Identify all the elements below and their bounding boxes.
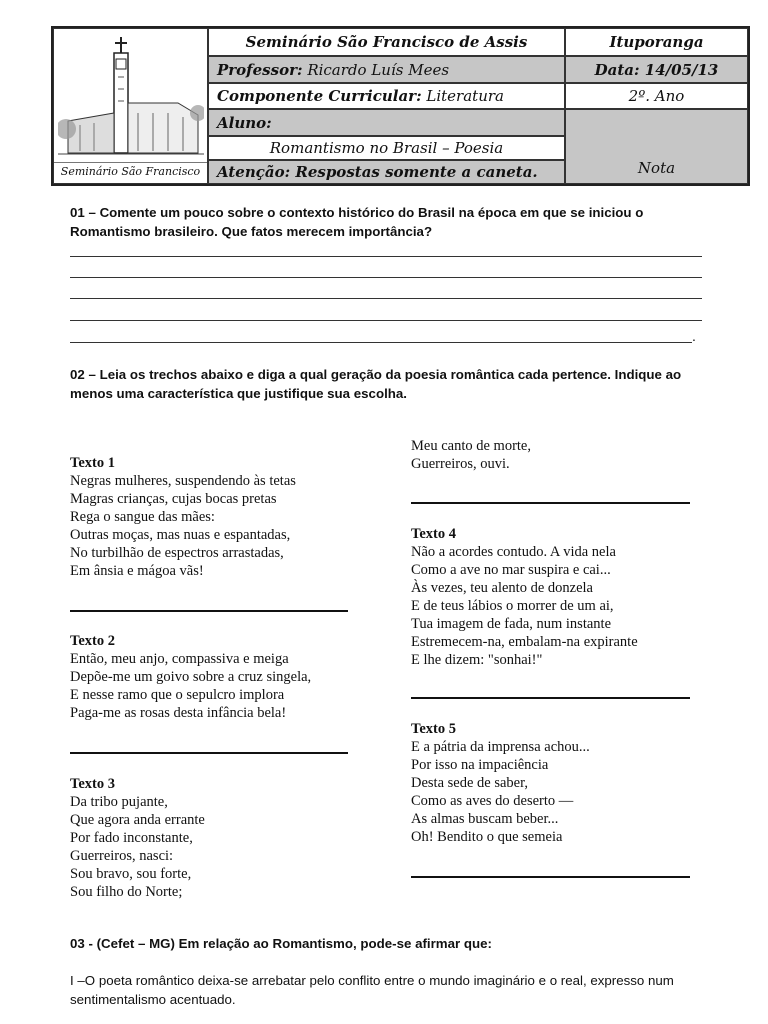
poem-line: Depõe-me um goivo sobre a cruz singela, <box>70 669 312 685</box>
school-name: Seminário São Francisco de Assis <box>208 28 565 56</box>
city-name: Ituporanga <box>565 28 748 56</box>
poem-line: Por isso na impaciência <box>411 757 549 773</box>
text-3-continuation <box>411 437 531 473</box>
poem-line: Por fado inconstante, <box>70 830 193 846</box>
date-field: Data: 14/05/13 <box>565 56 748 83</box>
text-title: Texto 2 <box>70 633 115 649</box>
poem-line: Como as aves do deserto — <box>411 793 574 809</box>
student-label: Aluno: <box>208 109 565 136</box>
answer-line[interactable] <box>70 320 702 321</box>
poem-line: Então, meu anjo, compassiva e meiga <box>70 651 289 667</box>
text-title: Texto 5 <box>411 721 456 737</box>
answer-line-text-1[interactable] <box>70 610 348 612</box>
poem-line: Não a acordes contudo. A vida nela <box>411 544 616 560</box>
poem-line: Meu canto de morte, <box>411 438 531 454</box>
professor-label: Professor: <box>217 60 303 79</box>
notice-text: Atenção: Respostas somente a caneta. <box>208 160 565 184</box>
component-name: Literatura <box>426 87 504 105</box>
text-title: Texto 1 <box>70 455 115 471</box>
poem-line: E lhe dizem: "sonhai!" <box>411 652 543 668</box>
poem-line: Às vezes, teu alento de donzela <box>411 580 593 596</box>
component-row <box>208 83 565 109</box>
poem-line: Como a ave no mar suspira e cai... <box>411 562 611 578</box>
poem-line: Magras crianças, cujas bocas pretas <box>70 491 277 507</box>
poem-line: Oh! Bendito o que semeia <box>411 829 563 845</box>
text-4 <box>411 525 638 669</box>
answer-line-text-2[interactable] <box>70 752 348 754</box>
poem-line: E a pátria da imprensa achou... <box>411 739 590 755</box>
text-title: Texto 3 <box>70 776 115 792</box>
professor-name: Ricardo Luís Mees <box>307 60 450 79</box>
poem-line: Tua imagem de fada, num instante <box>411 616 612 632</box>
question-3: 03 - (Cefet – MG) Em relação ao Romantismo, pode-se afirmar que: <box>70 936 492 951</box>
poem-line: Negras mulheres, suspendendo às tetas <box>70 473 296 489</box>
poem-line: Guerreiros, ouvi. <box>411 456 510 472</box>
topic-title: Romantismo no Brasil – Poesia <box>208 136 565 160</box>
poem-line: Desta sede de saber, <box>411 775 528 791</box>
poem-line: Que agora anda errante <box>70 812 205 828</box>
grade-box <box>565 109 748 184</box>
text-1 <box>70 454 296 580</box>
text-5 <box>411 720 590 846</box>
poem-line: Estremecem-na, embalam-na expirante <box>411 634 638 650</box>
poem-line: Outras moças, mas nuas e espantadas, <box>70 527 291 543</box>
poem-line: As almas buscam beber... <box>411 811 559 827</box>
poem-line: Paga-me as rosas desta infância bela! <box>70 705 287 721</box>
header-table <box>51 26 750 186</box>
question-1: 01 – Comente um pouco sobre o contexto histórico do Brasil na época em que se iniciou o Romantismo brasileiro. Que fatos merecem importância? <box>70 205 644 239</box>
church-illustration <box>58 33 204 163</box>
text-2 <box>70 632 311 722</box>
school-logo <box>53 28 208 184</box>
answer-line[interactable] <box>70 256 702 257</box>
answer-line[interactable] <box>70 342 692 343</box>
poem-line: Guerreiros, nasci: <box>70 848 174 864</box>
logo-caption: Seminário São Francisco <box>54 162 207 178</box>
answer-line-text-3[interactable] <box>411 502 690 504</box>
poem-line: Sou filho do Norte; <box>70 884 183 900</box>
end-period: . <box>692 328 696 344</box>
poem-line: Da tribo pujante, <box>70 794 168 810</box>
question-2: 02 – Leia os trechos abaixo e diga a qual geração da poesia romântica cada pertence. Indique ao menos uma característica que justifique sua escolha. <box>70 367 682 401</box>
question-3-item-1: I –O poeta romântico deixa-se arrebatar pelo conflito entre o mundo imaginário e o real, expresso num sentimentalismo acentuado. <box>70 973 674 1007</box>
answer-line[interactable] <box>70 298 702 299</box>
poem-line: Sou bravo, sou forte, <box>70 866 192 882</box>
poem-line: Em ânsia e mágoa vãs! <box>70 563 204 579</box>
poem-line: No turbilhão de espectros arrastadas, <box>70 545 284 561</box>
poem-line: Rega o sangue das mães: <box>70 509 215 525</box>
text-title: Texto 4 <box>411 526 456 542</box>
answer-line-text-4[interactable] <box>411 697 690 699</box>
poem-line: E de teus lábios o morrer de um ai, <box>411 598 614 614</box>
professor-row <box>208 56 565 83</box>
poem-line: E nesse ramo que o sepulcro implora <box>70 687 285 703</box>
answer-line[interactable] <box>70 277 702 278</box>
grade-level: 2º. Ano <box>565 83 748 109</box>
text-3 <box>70 775 205 901</box>
component-label: Componente Curricular: <box>217 87 422 105</box>
grade-box-label: Nota <box>637 159 676 177</box>
answer-line-text-5[interactable] <box>411 876 690 878</box>
